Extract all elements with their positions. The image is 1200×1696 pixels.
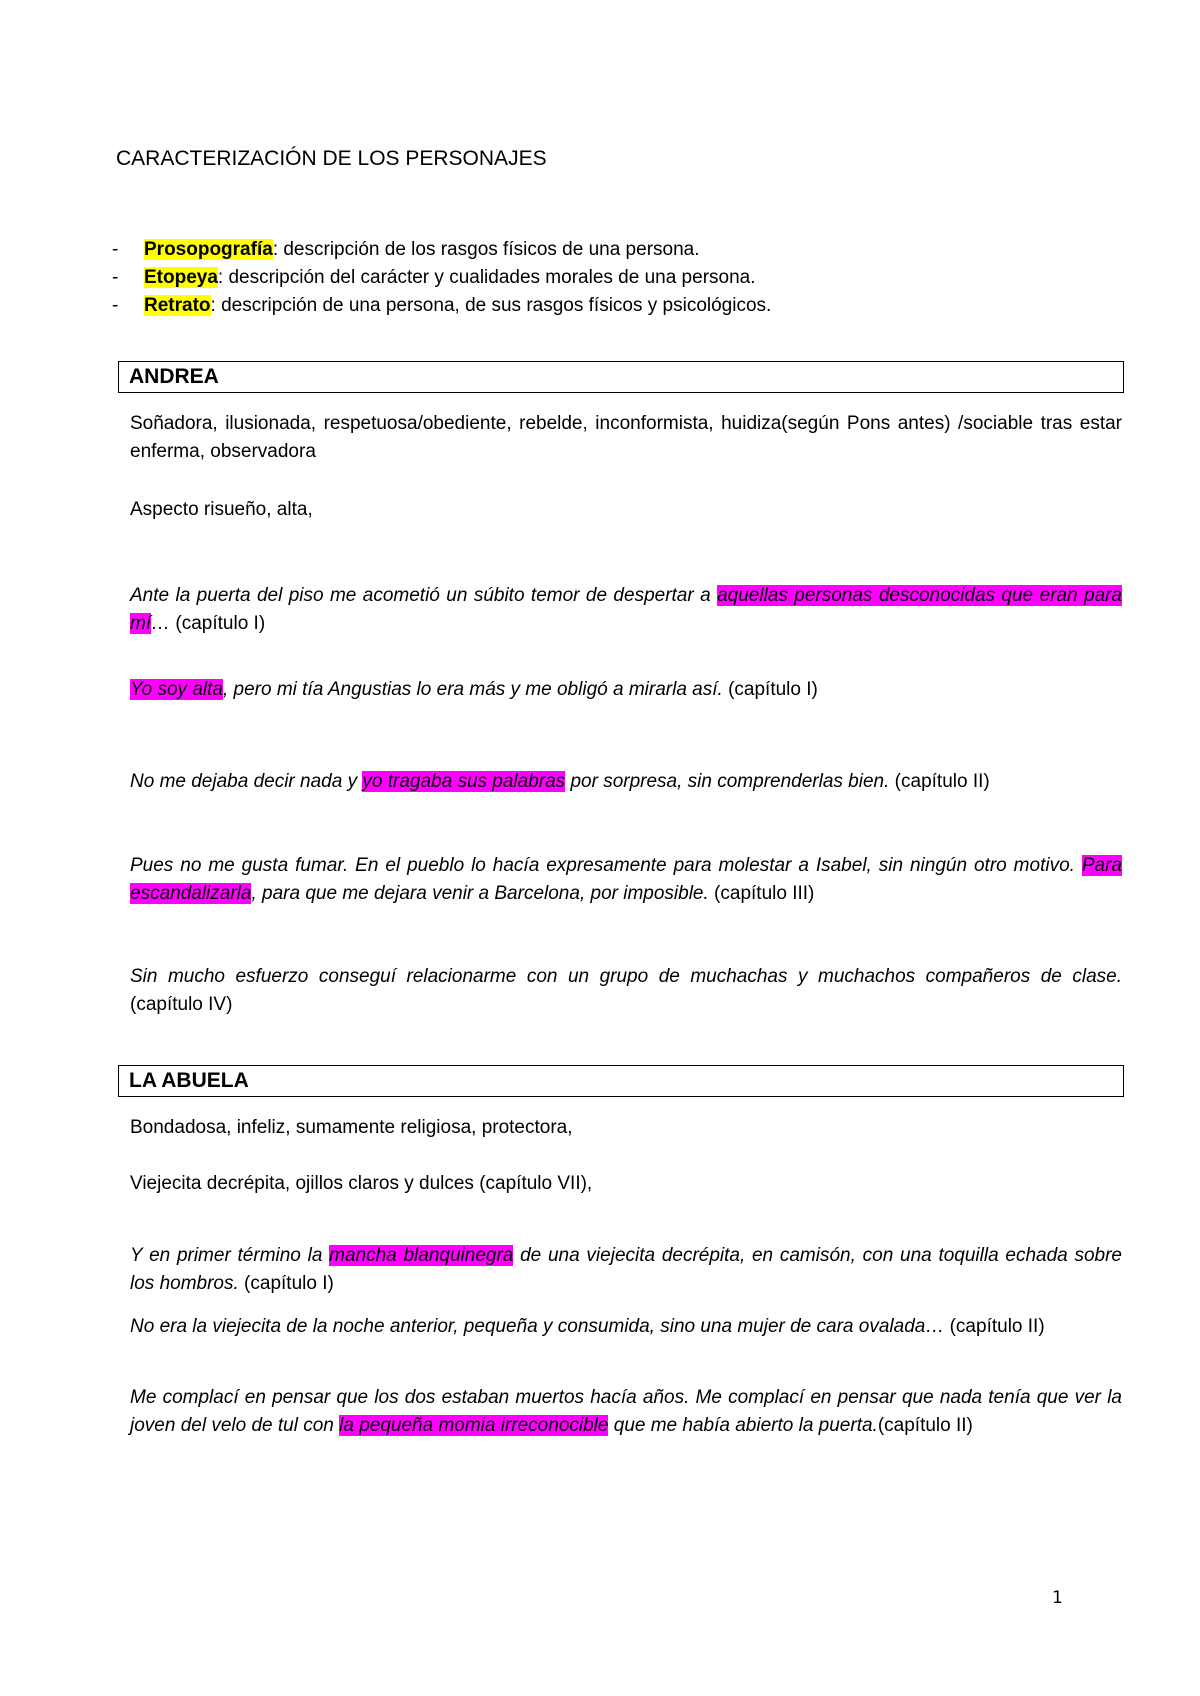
- abuela-quote-3: [130, 1384, 1122, 1440]
- quote-highlight: Yo soy alta: [130, 679, 223, 700]
- quote-text: de una viejecita decrépita, en camisón, con una toquilla echada sobre los hombros.: [130, 1245, 1123, 1294]
- list-dash: -: [112, 239, 119, 260]
- quote-highlight: yo tragaba sus palabras: [362, 771, 566, 792]
- chapter-ref: (capítulo II): [877, 1415, 973, 1436]
- page-number: 1: [1052, 1588, 1063, 1608]
- quote-text: No me dejaba decir nada y: [130, 771, 363, 792]
- quote-text: , para que me dejara venir a Barcelona, por imposible.: [251, 883, 709, 904]
- quote-text: Pues no me gusta fumar. En el pueblo lo hacía expresamente para molestar a Isabel, sin ningún otro motivo.: [130, 855, 1082, 876]
- chapter-ref: (capítulo I): [238, 1273, 334, 1294]
- andrea-traits: Soñadora, ilusionada, respetuosa/obediente, rebelde, inconformista, huidiza(según Pons antes) /sociable tras estar enferma, observadora: [130, 413, 1122, 462]
- abuela-quote-1: [130, 1242, 1122, 1298]
- chapter-ref: (capítulo I): [170, 613, 266, 634]
- definition-item: [112, 264, 1112, 292]
- chapter-ref: (capítulo III): [708, 883, 815, 904]
- quote-text: Me complací en pensar que los dos estaban muertos hacía años. Me complací en pensar que nada tenía que ver la joven del velo de tul con: [130, 1387, 1122, 1436]
- quote-text: que me había abierto la puerta.: [608, 1415, 878, 1436]
- andrea-quote-5: [130, 963, 1122, 1019]
- chapter-ref: (capítulo II): [889, 771, 990, 792]
- definition-item: [112, 236, 1112, 264]
- term-etopeya: Etopeya: [144, 267, 218, 288]
- quote-text: …: [151, 613, 171, 634]
- andrea-quote-1: [130, 582, 1122, 638]
- quote-highlight: mancha blanquinegra: [329, 1245, 514, 1266]
- quote-highlight: Para escandalizarla: [130, 855, 1122, 904]
- chapter-ref: (capítulo IV): [130, 994, 233, 1015]
- andrea-quote-4: [130, 852, 1122, 908]
- term-retrato: Retrato: [144, 295, 211, 316]
- quote-text: Y en primer término la: [130, 1245, 330, 1266]
- definitions-list: [112, 236, 1112, 320]
- andrea-quote-2: [130, 676, 1122, 704]
- quote-text: No era la viejecita de la noche anterior, pequeña y consumida, sino una mujer de cara ovalada…: [130, 1316, 945, 1337]
- definition-item: [112, 292, 1112, 320]
- list-dash: -: [112, 295, 119, 316]
- definition-text: : descripción de los rasgos físicos de una persona.: [272, 239, 700, 260]
- chapter-ref: (capítulo I): [722, 679, 818, 700]
- section-heading-andrea: ANDREA: [118, 361, 1124, 393]
- section-heading-abuela: LA ABUELA: [118, 1065, 1124, 1097]
- definition-text: : descripción del carácter y cualidades morales de una persona.: [217, 267, 756, 288]
- quote-highlight: aquellas personas desconocidas que eran para mí: [130, 585, 1122, 634]
- quote-text: , pero mi tía Angustias lo era más y me obligó a mirarla así.: [222, 679, 723, 700]
- quote-text: Sin mucho esfuerzo conseguí relacionarme con un grupo de muchachas y muchachos compañeros de clase.: [130, 966, 1122, 987]
- andrea-quote-3: [130, 768, 1122, 796]
- quote-text: por sorpresa, sin comprenderlas bien.: [565, 771, 890, 792]
- quote-text: Ante la puerta del piso me acometió un súbito temor de despertar a: [130, 585, 718, 606]
- abuela-traits: Bondadosa, infeliz, sumamente religiosa, protectora,: [130, 1117, 573, 1138]
- abuela-aspect: Viejecita decrépita, ojillos claros y dulces (capítulo VII),: [130, 1173, 593, 1194]
- quote-highlight: la pequeña momia irreconocible: [339, 1415, 609, 1436]
- page-title: CARACTERIZACIÓN DE LOS PERSONAJES: [116, 147, 547, 170]
- andrea-aspect: Aspecto risueño, alta,: [130, 499, 313, 520]
- list-dash: -: [112, 267, 119, 288]
- term-prosopografia: Prosopografía: [144, 239, 273, 260]
- definition-text: : descripción de una persona, de sus rasgos físicos y psicológicos.: [210, 295, 772, 316]
- abuela-quote-2: [130, 1313, 1122, 1341]
- chapter-ref: (capítulo II): [944, 1316, 1045, 1337]
